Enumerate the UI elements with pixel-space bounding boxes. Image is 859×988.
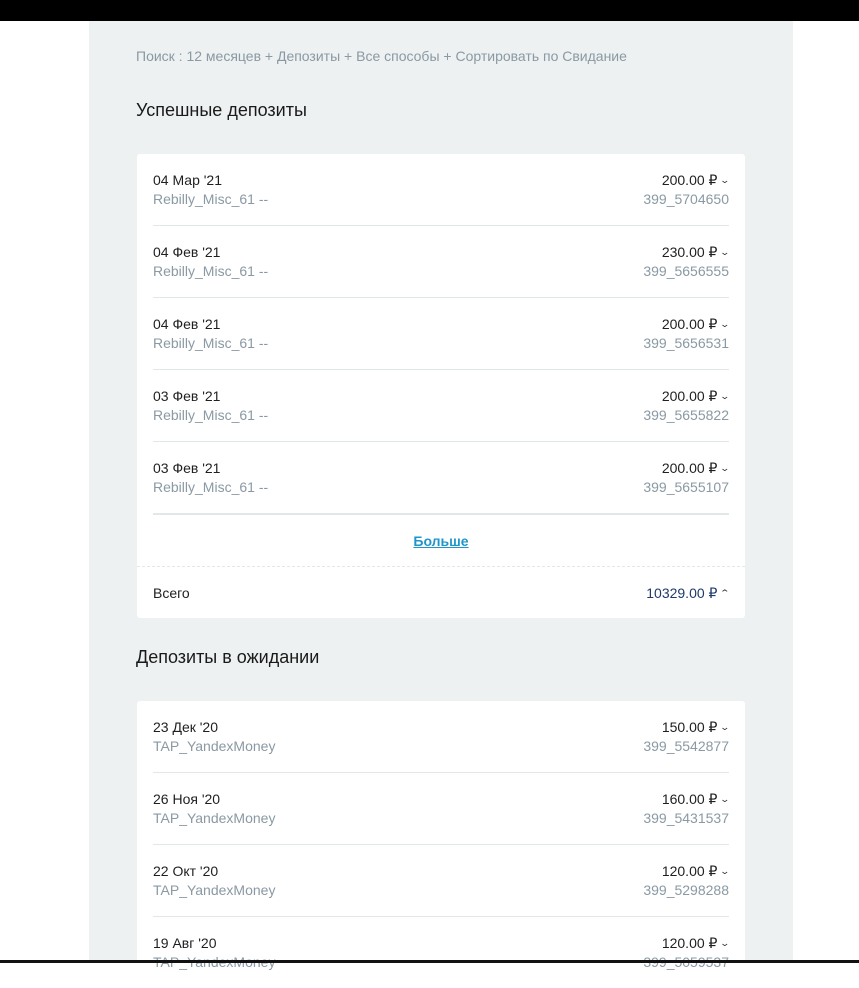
bottom-edge [0,960,859,963]
search-filter-summary: Поиск : 12 месяцев + Депозиты + Все способы + Сортировать по Свидание [136,48,627,64]
deposit-amount: 200.00 ₽ [661,172,718,188]
deposit-method: Rebilly_Misc_61 -- [153,407,269,423]
chevron-down-icon[interactable]: ⌄ [719,722,731,732]
deposit-method: TAP_YandexMoney [153,738,276,754]
deposit-date: 04 Фев '21 [153,244,221,260]
deposit-amount-toggle[interactable] [662,316,729,333]
deposit-date: 04 Мар '21 [153,172,222,188]
chevron-down-icon[interactable]: ⌄ [719,463,731,473]
deposit-amount-toggle[interactable] [662,863,729,880]
deposit-method: Rebilly_Misc_61 -- [153,191,269,207]
chevron-down-icon[interactable]: ⌄ [719,938,731,948]
chevron-down-icon[interactable]: ⌄ [719,866,731,876]
top-bar [0,0,859,21]
deposit-method: Rebilly_Misc_61 -- [153,263,269,279]
deposit-amount: 160.00 ₽ [661,791,718,807]
deposit-amount: 200.00 ₽ [661,460,718,476]
deposit-date: 19 Авг '20 [153,935,217,951]
deposit-row[interactable] [153,154,729,226]
deposit-amount-toggle[interactable] [662,172,729,189]
deposit-date: 26 Ноя '20 [153,791,221,807]
chevron-down-icon[interactable]: ⌄ [719,319,731,329]
deposit-method: Rebilly_Misc_61 -- [153,479,269,495]
chevron-down-icon[interactable]: ⌄ [719,794,731,804]
total-label: Всего [153,585,190,601]
deposit-date: 03 Фев '21 [153,388,221,404]
total-amount: 10329.00 ₽ [646,585,718,601]
deposit-method: TAP_YandexMoney [153,882,276,898]
pending-deposits-title: Депозиты в ожидании [136,647,320,667]
more-link[interactable]: Больше [413,532,469,549]
deposit-row[interactable] [153,370,729,442]
deposit-amount: 230.00 ₽ [661,244,718,260]
deposit-amount: 120.00 ₽ [661,935,718,951]
deposit-date: 22 Окт '20 [153,863,219,879]
deposit-amount-toggle[interactable] [662,791,729,808]
chevron-down-icon[interactable]: ⌄ [719,175,731,185]
deposit-amount: 200.00 ₽ [661,316,718,332]
deposit-date: 23 Дек '20 [153,719,218,735]
chevron-down-icon[interactable]: ⌄ [719,247,731,257]
deposit-row[interactable] [153,917,729,988]
deposit-date: 03 Фев '21 [153,460,221,476]
deposit-amount: 120.00 ₽ [661,863,718,879]
deposit-row[interactable] [153,773,729,845]
successful-deposits-title: Успешные депозиты [136,100,307,120]
deposit-amount-toggle[interactable] [662,244,729,261]
more-row [153,514,729,566]
deposit-amount-toggle[interactable] [662,460,729,477]
deposit-row[interactable] [153,442,729,514]
deposit-transaction-id: 399_5298288 [643,882,729,898]
deposit-row[interactable] [153,298,729,370]
deposit-transaction-id: 399_5542877 [643,738,729,754]
total-row [137,566,745,618]
deposit-transaction-id: 399_5704650 [643,191,729,207]
deposit-transaction-id: 399_5656531 [643,335,729,351]
deposit-row[interactable] [153,226,729,298]
deposit-amount: 150.00 ₽ [661,719,718,735]
deposit-amount-toggle[interactable] [662,719,729,736]
pending-deposits-card [137,701,745,988]
deposit-method: Rebilly_Misc_61 -- [153,335,269,351]
deposit-amount-toggle[interactable] [662,388,729,405]
deposit-transaction-id: 399_5656555 [643,263,729,279]
chevron-down-icon[interactable]: ⌄ [719,391,731,401]
deposit-amount: 200.00 ₽ [661,388,718,404]
deposit-method: TAP_YandexMoney [153,810,276,826]
total-amount-toggle[interactable] [646,585,729,602]
deposit-date: 04 Фев '21 [153,316,221,332]
deposit-transaction-id: 399_5655822 [643,407,729,423]
deposit-amount-toggle[interactable] [662,935,729,952]
deposit-transaction-id: 399_5655107 [643,479,729,495]
deposit-row[interactable] [153,845,729,917]
deposit-transaction-id: 399_5431537 [643,810,729,826]
chevron-up-icon[interactable]: ⌃ [719,588,731,598]
successful-deposits-card [137,154,745,618]
deposit-row[interactable] [153,701,729,773]
deposits-panel [89,21,793,960]
